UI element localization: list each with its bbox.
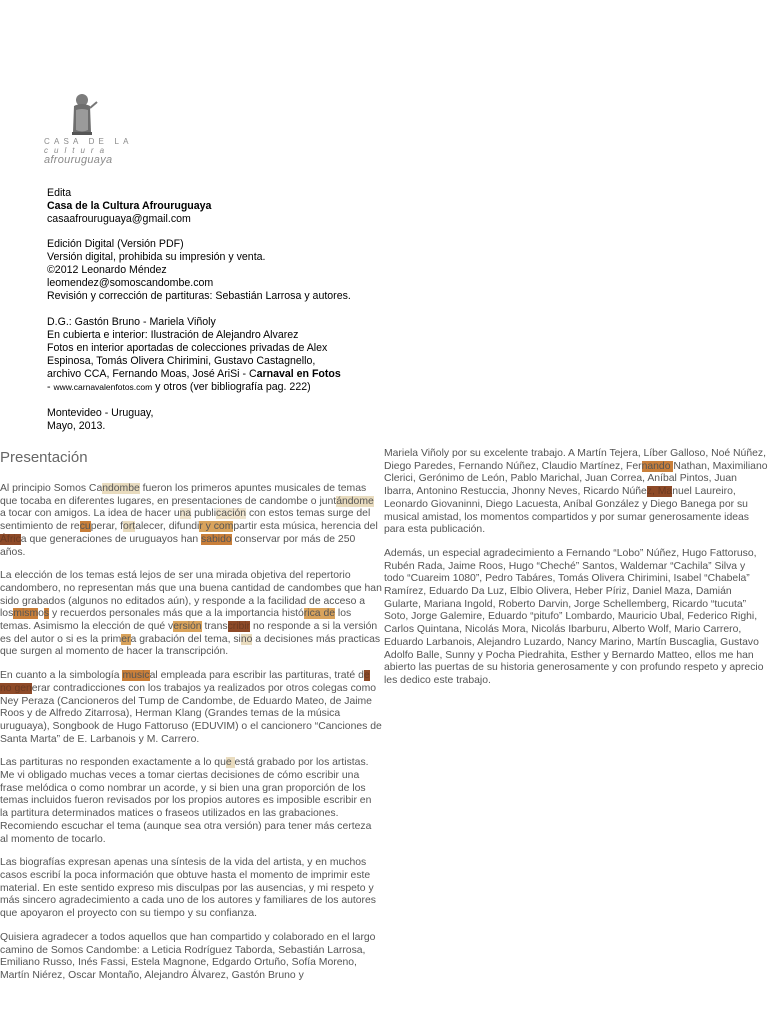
paragraph-3: En cuanto a la simbología musical empleada para escribir las partituras, traté de no generar contradicciones con los trabajos ya realizados por otros colegas como Ney Peraza (Cancioneros del Tump de Candombe, de Eduardo Mateo, de Jaime Roos y de Alfredo Zitarrosa), Herman Klang (Grandes temas de la música uruguaya), Songbook de Hugo Fattoruso (EDUVIM) o el cancionero “Canciones de Santa Marta” de E. Larbanois y M. Carrero. bbox=[0, 670, 382, 745]
paragraph-1: Al principio Somos Candombe fueron los primeros apuntes musicales de temas que tocaba en diferentes lugares, en presentaciones de candombe o juntándome a tocar con amigos. La idea de hacer una publicación con estos temas surge del sentimiento de recuperar, fortalecer, difundir y compartir esta música, herencia del África que generaciones de uruguayos han sabido conservar por más de 250 años. bbox=[0, 483, 378, 558]
credits-date: Mayo, 2013. bbox=[47, 420, 106, 432]
credits-edita: Edita bbox=[47, 187, 72, 199]
paragraph-7: Mariela Viñoly por su excelente trabajo. A Martín Tejera, Líber Galloso, Noé Núñez, Diego Paredes, Fernando Núñez, Claudio Martínez, Fernando Nathan, Maximiliano Clerici, Gerónimo de León, Pablo Marichal, Juan Correa, Aníbal Pintos, Juan Ibarra, Antonino Restuccia, Jhonny Neves, Ricardo Núñez, Manuel Laureiro, Leonardo Giovaninni, Diego Lacuesta, Aníbal González y Diego Banega por su musical amistad, los momentos compartidos y por sumar generosamente ideas para esta publicación. bbox=[384, 448, 768, 536]
logo-text-line3: afrouruguaya bbox=[44, 154, 113, 166]
credits-org-email[interactable]: casaafrouruguaya@gmail.com bbox=[47, 213, 191, 225]
credits-org-name: Casa de la Cultura Afrouruguaya bbox=[47, 200, 212, 212]
credits-photos-site[interactable]: www.carnavalenfotos.com bbox=[53, 382, 153, 392]
logo-text-line2: cultura bbox=[44, 146, 111, 155]
paragraph-4: Las partituras no responden exactamente a lo que está grabado por los artistas. Me vi obligado muchas veces a tomar ciertas decisiones de cómo escribir una frase melódica o como nombrar un acorde, y si bien una gran proporción de los temas incluidos fueron revisados por los propios autores es imposible escribir en la partitura determinados matices o fraseos utilizados en las grabaciones. Recomiendo escuchar el tema (aunque sea otra versión) para tener más certeza al momento de tocarlo. bbox=[0, 757, 372, 845]
paragraph-5: Las biografías expresan apenas una síntesis de la vida del artista, y en muchos casos escribí la poca información que obtuve hasta el momento de imprimir este material. En este sentido expreso mis disculpas por las ausencias, y mi respeto y más sincero agradecimiento a cada uno de los autores y familiares de los autores que apoyaron el proyecto con su tiempo y su confianza. bbox=[0, 857, 376, 920]
left-text-column bbox=[0, 448, 382, 994]
credits-copyright: ©2012 Leonardo Méndez bbox=[47, 264, 167, 276]
paragraph-6: Quisiera agradecer a todos aquellos que han compartido y colaborado en el largo camino de Somos Candombe: a Leticia Rodríguez Taborda, Sebastián Larrosa, Emiliano Russo, Inés Fassi, Estela Magnone, Edgardo Ortuño, Sofía Moreno, Martín Niérez, Oscar Montaño, Alejandro Álvarez, Gastón Bruno y bbox=[0, 931, 376, 981]
credits-edition: Edición Digital (Versión PDF) bbox=[47, 238, 184, 250]
casa-cultura-logo bbox=[44, 92, 133, 170]
section-heading: Presentación bbox=[0, 449, 88, 466]
right-text-column bbox=[384, 448, 768, 699]
credits-version-note: Versión digital, prohibida su impresión y venta. bbox=[47, 251, 266, 263]
credits-block bbox=[47, 187, 351, 433]
credits-cover: En cubierta e interior: Ilustración de Alejandro Alvarez bbox=[47, 329, 299, 341]
logo-text-line1: CASA DE LA bbox=[44, 137, 133, 146]
drum-figure-icon bbox=[64, 92, 104, 138]
credits-place: Montevideo - Uruguay, bbox=[47, 407, 154, 419]
credits-author-email[interactable]: leomendez@somoscandombe.com bbox=[47, 277, 214, 289]
credits-revision: Revisión y corrección de partituras: Sebastián Larrosa y autores. bbox=[47, 290, 351, 302]
credits-dg: D.G.: Gastón Bruno - Mariela Viñoly bbox=[47, 316, 216, 328]
paragraph-8: Además, un especial agradecimiento a Fernando “Lobo” Núñez, Hugo Fattoruso, Rubén Rada, Jaime Roos, Hugo “Cheché” Santos, Waldemar “Cachila” Silva y todo “Cuareim 1080”, Pedro Tabáres, Tomás Olivera Chirimini, Isabel “Chabela” Ramírez, Eduardo Da Luz, Elbio Olivera, Heber Píriz, Daniel Maza, Damián Gularte, Mariana Ingold, Roberto Darvin, Jorge Schellemberg, Ricardo “tucuta” Soto, Jorge Galemire, Eduardo “pitufo” Lombardo, Mauricio Ubal, Federico Righi, Carlos Quintana, Nicolás Mora, Nicolás Ibarburu, Alberto Wolf, Mario Carrero, Eduardo Larbanois, Alejandro Luzardo, Nancy Marino, Martín Buscaglia, Gustavo Adolfo Balle, Sunny y Pocha Piedrahita, Esther y Bernardo Matteo, ellos me han abierto las puertas de su historia generosamente y con profundo respeto y aprecio les dedico este trabajo. bbox=[384, 547, 764, 686]
paragraph-2: La elección de los temas está lejos de ser una mirada objetiva del repertorio candombero, no representan más que una buena cantidad de candombes que han sido grabados (algunos no editados aún), y responde a la facilidad de acceso a losmismos y recuerdos personales más que a la importancia histórica de los temas. Asimismo la elección de qué versión transcribir no responde a si la versión es del autor o si es la primera grabación del tema, sino a decisiones más practicas que surgen al momento de hacer la transcripción. bbox=[0, 570, 382, 658]
credits-photos: Fotos en interior aportadas de colecciones privadas de Alex Espinosa, Tomás Olivera Chirimini, Gustavo Castagnello, archivo CCA, Fernando Moas, José AriSi - Carnaval en Fotos - www.carnavalenfotos.com y otros (ver bibliografía pag. 222) bbox=[47, 342, 341, 393]
